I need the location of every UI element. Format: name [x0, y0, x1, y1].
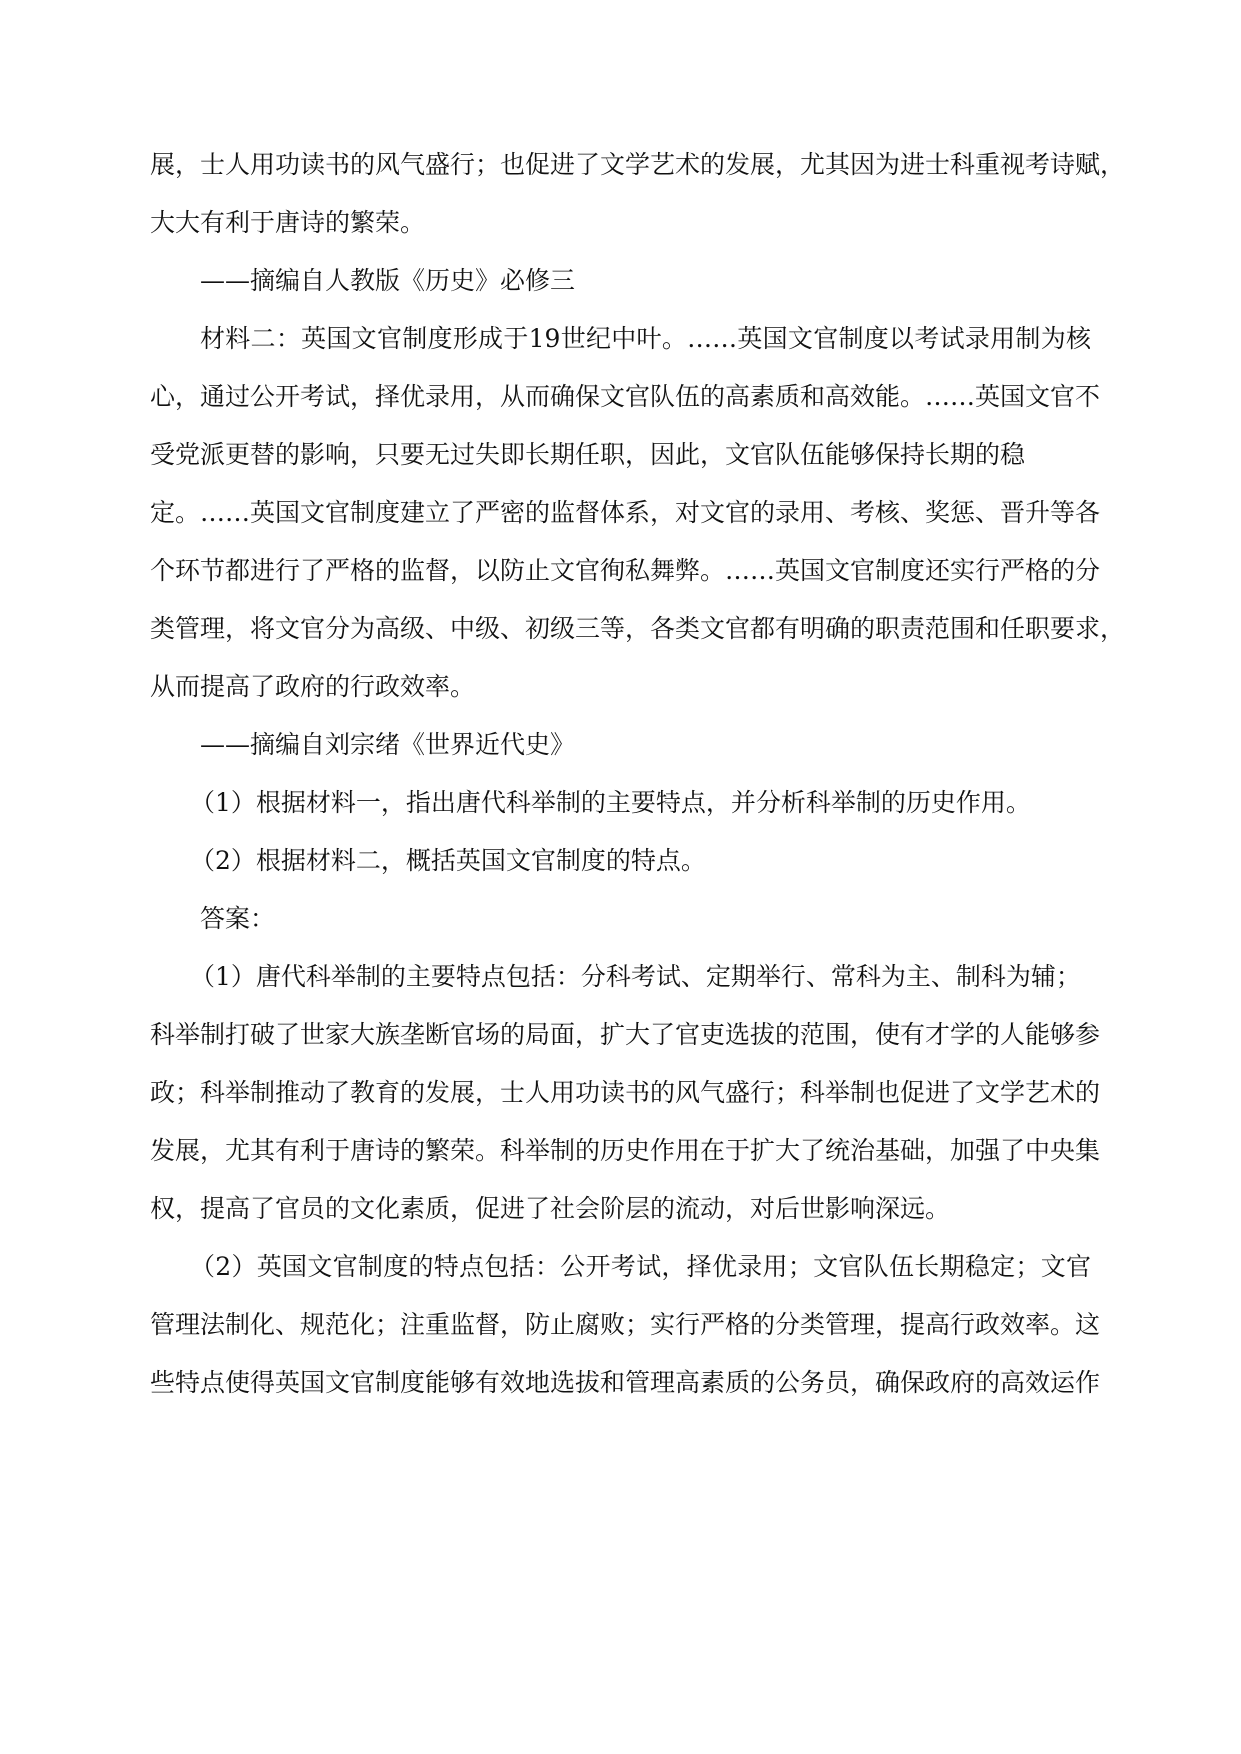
text-line: 从而提高了政府的行政效率。 [150, 672, 476, 701]
text-line: 大大有利于唐诗的繁荣。 [150, 208, 426, 237]
answer-2-line: （2）英国文官制度的特点包括：公开考试，择优录用；文官队伍长期稳定；文官 [190, 1252, 1091, 1281]
answer-1-line: 发展，尤其有利于唐诗的繁荣。科举制的历史作用在于扩大了统治基础，加强了中央集 [150, 1136, 1101, 1165]
text-line: 定。……英国文官制度建立了严密的监督体系，对文官的录用、考核、奖惩、晋升等各 [150, 498, 1101, 527]
text-line: 心，通过公开考试，择优录用，从而确保文官队伍的高素质和高效能。……英国文官不 [150, 382, 1101, 411]
answer-1-line: 政；科举制推动了教育的发展，士人用功读书的风气盛行；科举制也促进了文学艺术的 [150, 1078, 1101, 1107]
text-line: 个环节都进行了严格的监督，以防止文官徇私舞弊。……英国文官制度还实行严格的分 [150, 556, 1101, 585]
answer-2-line: 管理法制化、规范化；注重监督，防止腐败；实行严格的分类管理，提高行政效率。这 [150, 1310, 1101, 1339]
answer-1-line: 科举制打破了世家大族垄断官场的局面，扩大了官吏选拔的范围，使有才学的人能够参 [150, 1020, 1101, 1049]
source-citation: ——摘编自刘宗绪《世界近代史》 [200, 730, 576, 759]
text-line: 展，士人用功读书的风气盛行；也促进了文学艺术的发展，尤其因为进士科重视考诗赋， [150, 150, 1126, 179]
question-2: （2）根据材料二，概括英国文官制度的特点。 [190, 846, 706, 875]
answer-2-line: 些特点使得英国文官制度能够有效地选拔和管理高素质的公务员，确保政府的高效运作 [150, 1368, 1101, 1397]
text-line: 材料二：英国文官制度形成于19世纪中叶。……英国文官制度以考试录用制为核 [200, 324, 1091, 353]
question-1: （1）根据材料一，指出唐代科举制的主要特点，并分析科举制的历史作用。 [190, 788, 1031, 817]
text-line: 类管理，将文官分为高级、中级、初级三等，各类文官都有明确的职责范围和任职要求， [150, 614, 1126, 643]
text-line: 受党派更替的影响，只要无过失即长期任职，因此，文官队伍能够保持长期的稳 [150, 440, 1026, 469]
source-citation: ——摘编自人教版《历史》必修三 [200, 266, 576, 295]
answer-1-line: （1）唐代科举制的主要特点包括：分科考试、定期举行、常科为主、制科为辅； [190, 962, 1081, 991]
answer-heading: 答案： [200, 904, 276, 933]
answer-1-line: 权，提高了官员的文化素质，促进了社会阶层的流动，对后世影响深远。 [150, 1194, 951, 1223]
